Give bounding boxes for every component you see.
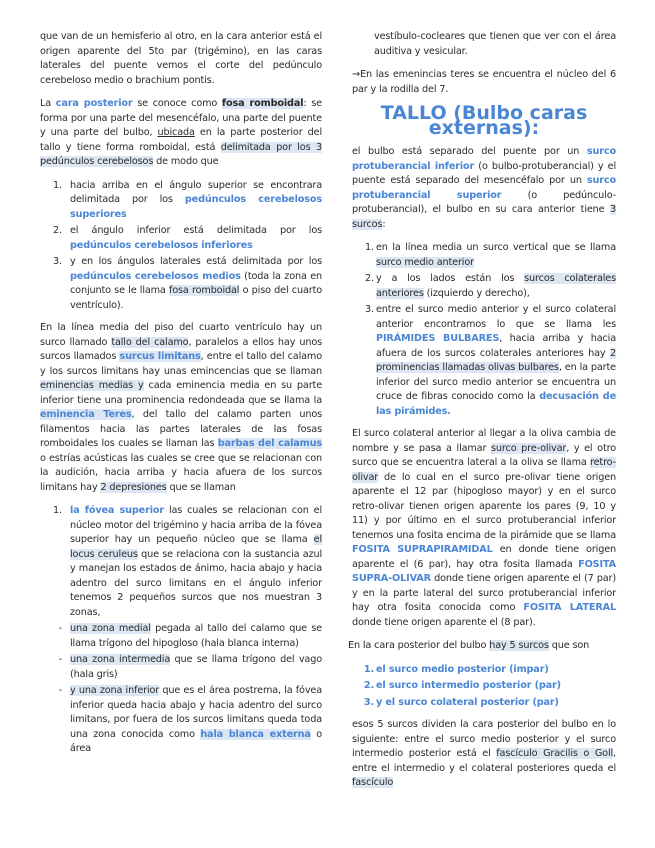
section-title: TALLO (Bulbo caras externas):: [380, 102, 588, 139]
paragraph-cara-posterior: La cara posterior se conoce como fosa romboidal: se forma por una parte del mesencéfalo, una parte del puente y una parte del bulbo, ubicada en la parte posterior del tallo y tiene forma romboidal, está delimitada por los 3 pedúnculos cerebelosos de modo que: [40, 98, 322, 167]
paragraph-linea-media: En la línea media del piso del cuarto ventrículo hay un surco llamado tallo del calamo, paralelos a ellos hay unos surcos llamados surcus limitans, entre el tallo del calamo y los surcos limitans hay unas emincencias que se llaman eminencias medias y cada eminencia media en su parte inferior tiene una prominencia redondeada que se llama la eminencia Teres, del tallo del calamo parten unos filamentos hacia las partes laterales de las fosas romboidales los cuales se llaman las barbas del calamus o estrías acústicas las cuales se cree que se relacionan con la audición, hacia arriba y hacia afuera de los surcos limitans hay 2 depresiones que se llaman: [40, 322, 323, 493]
list-item: 1. en la línea media un surco vertical que se llama surco medio anterior: [365, 242, 616, 268]
paragraph-bulbo: el bulbo está separado del puente por un surco protuberancial inferior (o bulbo-protuberancial) y el puente está separado del mesencéfalo por un surco protuberancial superior (o pedúnculo-protuberancial), el bulbo en su cara anterior tiene 3 surcos:: [352, 146, 616, 230]
list-item: 2. y a los lados están los surcos colaterales anteriores (izquierdo y derecho),: [365, 273, 616, 299]
left-column: [40, 30, 322, 759]
numbered-list: [40, 179, 322, 314]
list-item: 1. hacia arriba en el ángulo superior se encontrara delimitada por los pedúnculos cerebelosos superiores: [53, 179, 322, 220]
term: cara posterior: [55, 98, 133, 109]
term: fosa romboidal: [221, 98, 304, 109]
numbered-list: [352, 241, 616, 419]
paragraph: que van de un hemisferio al otro, en la cara anterior está el origen aparente del 5to par (trigémino), en las caras laterales del puente vemos el corte del pedúnculo cerebeloso medio o brachium pontis.: [40, 31, 322, 86]
paragraph-divisiones: esos 5 surcos dividen la cara posterior del bulbo en lo siguiente: entre el surco medio posterior y el surco intermedio posterior está el fascículo Gracilis o Goll, entre el intermedio y el colateral posteriores queda el fascículo: [352, 719, 616, 788]
paragraph: vestíbulo-cocleares que tienen que ver con el área auditiva y vesicular.: [374, 31, 616, 57]
list-item: 3. y en los ángulos laterales está delimitada por los pedúnculos cerebelosos medios (toda la zona en conjunto se le llama fosa romboidal o piso del cuarto ventrículo).: [53, 256, 322, 311]
list-item: 2. el ángulo inferior está delimitada por los pedúnculos cerebelosos inferiores: [53, 225, 322, 251]
dash-item: - y una zona inferior que es el área postrema, la fóvea inferior queda hacia abajo y hacia adentro del surco limitans, por fuera de los surcos limitans queda toda una zona conocida como hala blanca externa o área: [58, 685, 322, 754]
list-item: 1. el surco medio posterior (impar): [363, 663, 549, 675]
list-item: 1. la fóvea superior las cuales se relacionan con el núcleo motor del trigémino y hacia arriba de la fóvea superior hay un pequeño núcleo que se llama el locus ceruleus que se relaciona con la sustancia azul y manejan los estados de ánimo, hacia abajo y hacia adentro del surco limitans en el ángulo inferior tenemos 2 pequeños surcos que nos muestran 3 zonas,: [53, 505, 322, 618]
list-item: 2. el surco intermedio posterior (par): [363, 680, 561, 691]
fovea-list: [40, 504, 322, 757]
right-column: [348, 30, 616, 800]
dash-item: - una zona medial pegada al tallo del calamo que se llama trígono del hipogloso (hala blanca interna): [58, 623, 322, 649]
list-item: 3. y el surco colateral posterior (par): [363, 696, 559, 708]
paragraph: En la cara posterior del bulbo hay 5 surcos que son: [348, 640, 590, 651]
dash-item: - una zona intermedia que se llama trígono del vago (hala gris): [58, 654, 322, 680]
paragraph-surco-colateral: El surco colateral anterior al llegar a la oliva cambia de nombre y se pasa a llamar surco pre-olivar, y el otro surco que se encuentra lateral a la oliva se llama retro-olivar de lo cual en el surco pre-olivar tiene origen aparente el 12 par (hipogloso mayor) y en el surco retro-olivar tienen origen aparente los pares (9, 10 y 11) y por último en el surco protuberancial inferior tenemos una fosita encima de la pirámide que se llama FOSITA SUPRAPIRAMIDAL en donde tiene origen aparente el (6 par), hay otra fosita llamada FOSITA SUPRA-OLIVAR donde tiene origen aparente el (7 par) y en la parte lateral del surco protuberancial inferior hay otra fosita conocida como FOSITA LATERAL donde tiene origen aparente el (8 par).: [352, 428, 616, 628]
surcos-list: [352, 663, 616, 711]
paragraph: →En las emenincias teres se encuentra el núcleo del 6 par y la rodilla del 7.: [352, 69, 616, 95]
list-item: 3. entre el surco medio anterior y el surco colateral anterior encontramos lo que se llama les PIRÁMIDES BULBARES, hacia arriba y hacia afuera de los surcos colaterales anteriores hay 2 prominencias llamadas olivas bulbares, en la parte inferior del surco medio anterior se encuentra un cruce de fibras conocido como la decusación de las pirámides.: [365, 304, 616, 417]
